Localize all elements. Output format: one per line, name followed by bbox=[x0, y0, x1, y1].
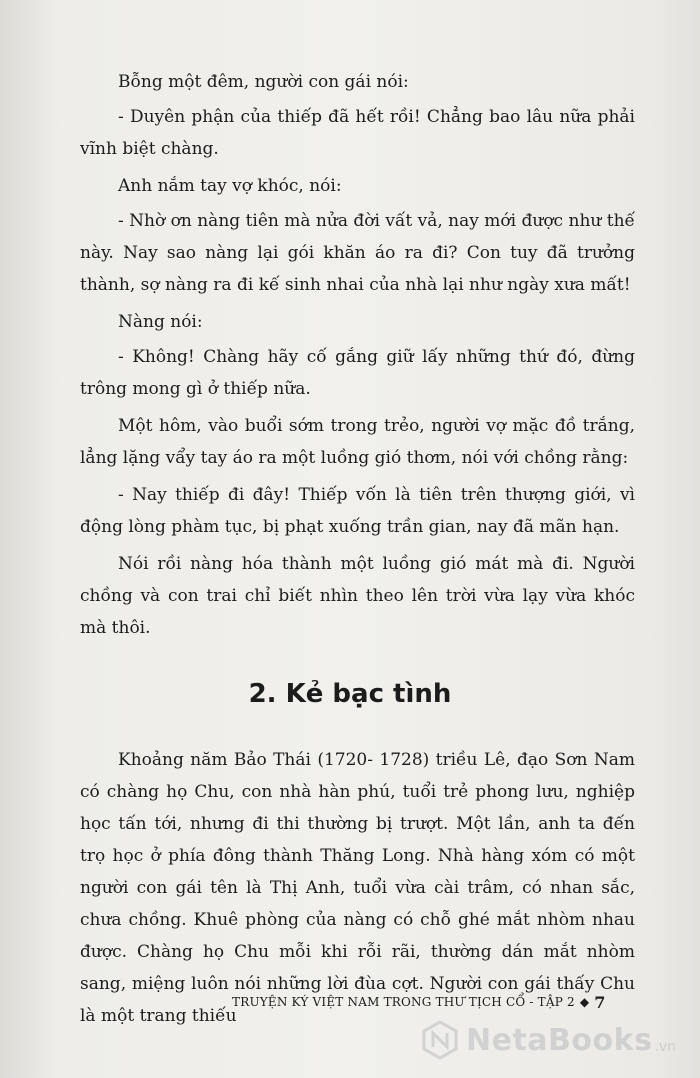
paragraph: - Nay thiếp đi đây! Thiếp vốn là tiên trên thượng giới, vì động lòng phàm tục, bị phạt xuống trần gian, nay đã mãn hạn. bbox=[80, 485, 635, 537]
watermark-tld: .vn bbox=[654, 1039, 677, 1055]
paragraph: - Nhờ ơn nàng tiên mà nửa đời vất vả, nay mới được như thế này. Nay sao nàng lại gói khăn áo ra đi? Con tuy đã trưởng thành, sợ nàng ra đi kế sinh nhai của nhà lại như ngày xưa mất! bbox=[80, 211, 635, 295]
page-footer bbox=[232, 990, 652, 1014]
netabooks-watermark bbox=[420, 1015, 690, 1065]
paragraph: - Không! Chàng hãy cố gắng giữ lấy những thứ đó, đừng trông mong gì ở thiếp nữa. bbox=[80, 347, 635, 399]
watermark-brand: NetaBooks bbox=[466, 1022, 653, 1058]
body-text-bottom bbox=[80, 744, 635, 1032]
body-text-top bbox=[80, 66, 635, 644]
paragraph: Bỗng một đêm, người con gái nói: bbox=[118, 72, 409, 92]
paragraph: - Duyên phận của thiếp đã hết rồi! Chẳng bao lâu nữa phải vĩnh biệt chàng. bbox=[80, 107, 635, 159]
page-number: 7 bbox=[594, 992, 606, 1012]
paragraph: Nàng nói: bbox=[118, 312, 203, 332]
book-title: TRUYỆN KÝ VIỆT NAM TRONG THƯ TỊCH CỔ - TẬP 2 bbox=[232, 995, 575, 1009]
paragraph: Anh nắm tay vợ khóc, nói: bbox=[118, 176, 342, 196]
diamond-icon: ◆ bbox=[579, 995, 590, 1009]
paragraph: Một hôm, vào buổi sớm trong trẻo, người vợ mặc đồ trắng, lẳng lặng vẩy tay áo ra một luồng gió thơm, nói với chồng rằng: bbox=[80, 416, 635, 468]
section-heading: 2. Kẻ bạc tình bbox=[248, 679, 452, 709]
paragraph: Khoảng năm Bảo Thái (1720- 1728) triều Lê, đạo Sơn Nam có chàng họ Chu, con nhà hàn phú, tuổi trẻ phong lưu, nghiệp học tấn tới, nhưng đi thi thường bị trượt. Một lần, anh ta đến trọ học ở phía đông thành Thăng Long. Nhà hàng xóm có một người con gái tên là Thị Anh, tuổi vừa cài trâm, có nhan sắc, chưa chồng. Khuê phòng của nàng có chỗ ghé mắt nhòm nhau được. Chàng họ Chu mỗi khi rỗi rãi, thường dán mắt nhòm sang, miệng luôn nói những lời đùa cợt. Người con gái thấy Chu là một trang thiếu bbox=[80, 750, 635, 1026]
netabooks-logo-icon bbox=[420, 1020, 460, 1060]
paragraph: Nói rồi nàng hóa thành một luồng gió mát mà đi. Người chồng và con trai chỉ biết nhìn theo lên trời vừa lạy vừa khóc mà thôi. bbox=[80, 554, 635, 638]
